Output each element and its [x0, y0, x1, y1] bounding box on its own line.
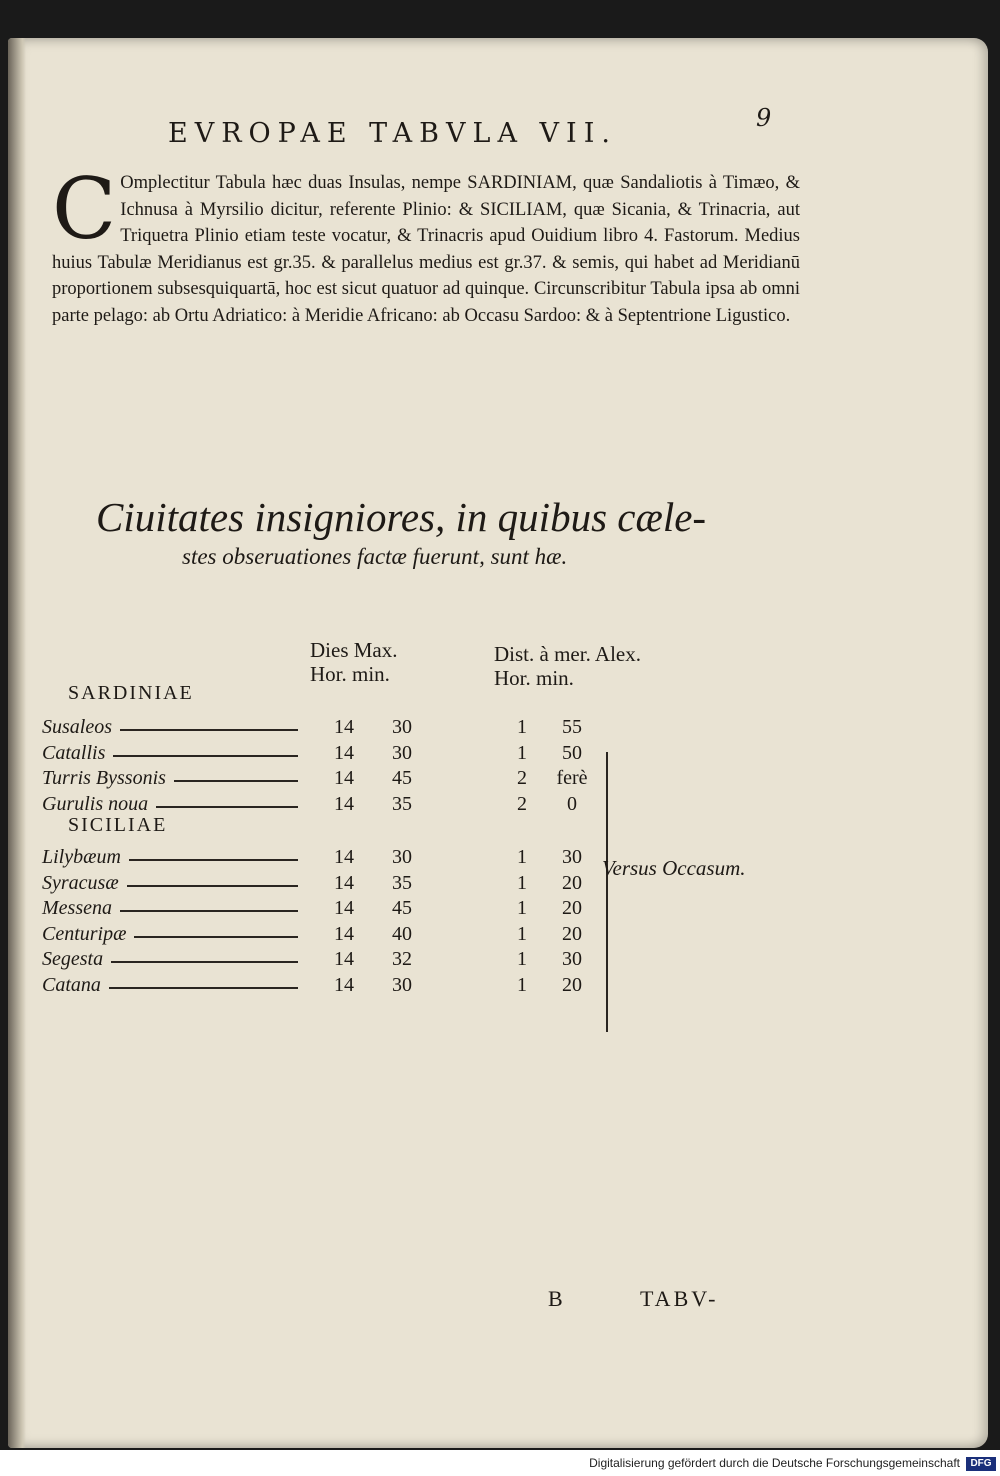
cell-day-hor: 14: [334, 767, 354, 790]
cell-day-min: 35: [392, 871, 412, 894]
table-row: [8, 897, 808, 923]
cell-dist-min: 55: [562, 716, 582, 738]
leader-rule: [111, 961, 298, 963]
cell-dist-min: 30: [562, 948, 582, 971]
cell-dist-hor: 2: [517, 792, 527, 815]
distance-column-header-line-2: Hor. min.: [494, 666, 574, 690]
cell-day-min: 30: [392, 846, 412, 868]
drop-capital: C: [52, 160, 117, 258]
leader-rule: [120, 729, 298, 731]
cell-dist-hor: 1: [517, 871, 527, 894]
cell-day-min: 30: [392, 716, 412, 738]
cell-day-hor: 14: [334, 948, 354, 971]
cell-dist-hor: 1: [517, 948, 527, 971]
cell-day-hor: 14: [334, 922, 354, 945]
cell-dist-min: 20: [562, 974, 582, 996]
bracket: [598, 752, 608, 1032]
footer-credit: Digitalisierung gefördert durch die Deutsche Forschungsgemeinschaft: [589, 1456, 960, 1470]
cell-day-min: 45: [392, 767, 412, 790]
city-name: Syracusæ: [42, 871, 119, 894]
cell-day-min: 30: [392, 974, 412, 996]
cell-dist-min: 20: [562, 897, 582, 920]
city-name: Turris Byssonis: [42, 767, 166, 790]
section-heading: [96, 492, 796, 572]
dfg-logo: DFG: [966, 1457, 996, 1471]
cell-day-min: 30: [392, 741, 412, 764]
cell-dist-min: 50: [562, 741, 582, 764]
distance-column-header: [494, 642, 641, 690]
intro-text: Omplectitur Tabula hæc duas Insulas, nempe SARDINIAM, quæ Sandaliotis à Timæo, & Ichnusa à Myrsilio dicitur, referente Plinio: & SICILIAM, quæ Sicania, & Trinacria, aut Triquetra Plinio etiam teste vocatur, & Trinacris apud Ouidium libro 4. Fastorum. Medius huius Tabulæ Meridianus est gr.35. & parallelus medius est gr.37. & semis, qui habet ad Meridianū proportionem subsesquiquartā, hoc est sicut quatuor ad quinque. Circunscribitur Tabula ipsa ab omni parte pelago: ab Ortu Adriatico: à Meridie Africano: ab Occasu Sardoo: & à Septentrione Ligustico.: [52, 173, 800, 326]
group-label: SARDINIAE: [68, 682, 194, 704]
catchword: TABV-: [640, 1286, 719, 1311]
city-name: Catana: [42, 974, 101, 996]
leader-rule: [127, 885, 298, 887]
book-page: [8, 38, 988, 1448]
cell-dist-min: 30: [562, 846, 582, 868]
table-row: [8, 767, 808, 793]
cell-day-min: 40: [392, 922, 412, 945]
cell-dist-hor: 1: [517, 741, 527, 764]
city-name: Segesta: [42, 948, 104, 971]
heading-line-1: Ciuitates insigniores, in quibus cæle-: [96, 494, 707, 540]
leader-rule: [109, 987, 298, 989]
city-name: Gurulis noua: [42, 792, 149, 815]
cell-dist-min: 20: [562, 922, 582, 945]
heading-line-2: stes obseruationes factæ fuerunt, sunt hæ.: [182, 544, 568, 569]
table-row: [8, 974, 808, 1000]
cell-dist-hor: 1: [517, 846, 527, 868]
cell-day-min: 45: [392, 897, 412, 920]
leader-rule: [134, 936, 298, 938]
cell-dist-min: 20: [562, 871, 582, 894]
cell-day-hor: 14: [334, 974, 354, 996]
leader-rule: [156, 806, 298, 808]
page-number: 9: [756, 104, 772, 132]
cell-day-hor: 14: [334, 846, 354, 868]
cell-dist-hor: 1: [517, 897, 527, 920]
table-row: [8, 742, 808, 768]
cell-day-hor: 14: [334, 792, 354, 815]
table-row: [8, 923, 808, 949]
cell-dist-min: ferè: [556, 767, 588, 790]
running-head: EVROPAE TABVLA VII.: [168, 118, 617, 149]
signature-mark: B: [548, 1286, 563, 1311]
city-name: Lilybæum: [42, 846, 121, 868]
cell-dist-hor: 1: [517, 974, 527, 996]
intro-paragraph: [52, 160, 800, 330]
group-label: SICILIAE: [68, 814, 168, 836]
city-name: Centuripæ: [42, 922, 127, 945]
distance-column-header-line-1: Dist. à mer. Alex.: [494, 642, 641, 666]
footer-bar: [0, 1454, 1000, 1476]
city-name: Susaleos: [42, 716, 112, 738]
cell-day-hor: 14: [334, 871, 354, 894]
cell-day-hor: 14: [334, 741, 354, 764]
table-row: [8, 716, 808, 742]
leader-rule: [120, 910, 298, 912]
cell-dist-hor: 2: [517, 767, 527, 790]
cell-dist-min: 0: [567, 792, 577, 815]
day-column-header: [310, 638, 398, 686]
leader-rule: [113, 755, 298, 757]
day-column-header-line-1: Dies Max.: [310, 638, 398, 662]
leader-rule: [129, 859, 298, 861]
cell-day-hor: 14: [334, 897, 354, 920]
city-name: Messena: [42, 897, 112, 920]
cell-dist-hor: 1: [517, 716, 527, 738]
day-column-header-line-2: Hor. min.: [310, 662, 390, 686]
leader-rule: [174, 780, 298, 782]
city-name: Catallis: [42, 741, 106, 764]
cell-day-hor: 14: [334, 716, 354, 738]
cell-dist-hor: 1: [517, 922, 527, 945]
table-row: [8, 948, 808, 974]
bracket-label: Versus Occasum.: [602, 856, 746, 880]
cell-day-min: 32: [392, 948, 412, 971]
cell-day-min: 35: [392, 792, 412, 815]
